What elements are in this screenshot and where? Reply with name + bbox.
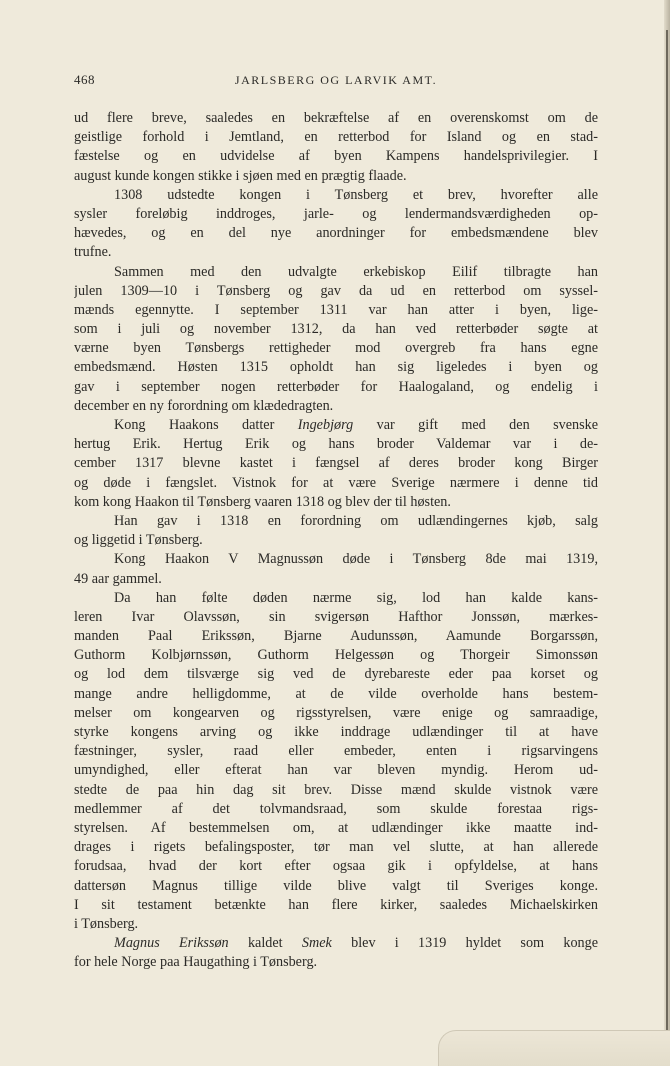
text-line: julen 1309—10 i Tønsberg og gav da ud en retterbod om syssel-: [74, 282, 598, 299]
text-line: gav i september nogen retterbøder for Haalogaland, og endelig i: [74, 378, 598, 395]
italic-name: Smek: [301, 935, 332, 952]
text-line: I sit testament betænkte han flere kirker, saaledes Michaelskirken: [74, 896, 598, 913]
italic-name: Magnus Erikssøn: [114, 935, 229, 952]
text-line: 1308 udstedte kongen i Tønsberg et brev, hvorefter alle: [114, 186, 598, 203]
text-line: Guthorm Kolbjørnssøn, Guthorm Helgessøn og Thorgeir Simonssøn: [74, 647, 598, 664]
text-line: værne byen Tønsbergs rettigheder mod overgreb fra hans egne: [74, 340, 598, 357]
body-text: [74, 109, 598, 972]
text-line: Sammen med den udvalgte erkebiskop Eilif tilbragte han: [114, 263, 598, 280]
text-line: Han gav i 1318 en forordning om udlændingernes kjøb, salg: [114, 512, 598, 529]
text-line: fæstninger, sysler, raad eller embeder, enten i rigsarvingens: [74, 743, 598, 760]
text-line: mange andre helligdomme, at de vilde overholde hans bestem-: [74, 685, 598, 702]
italic-name: Ingebjørg: [297, 417, 354, 433]
text-line: for hele Norge paa Haugathing i Tønsberg.: [74, 954, 318, 971]
text-line: Magnus Erikssøn kaldet Smek blev i 1319 hyldet som konge: [114, 935, 598, 952]
page-number: 468: [74, 72, 95, 87]
text-line: styrke kongens arving og ikke inddrage udlændinger til at have: [74, 724, 598, 740]
text-line: trufne.: [74, 244, 112, 261]
text-line: ud flere breve, saaledes en bekræftelse af en overenskomst om de: [74, 110, 598, 126]
text-line: august kunde kongen stikke i sjøen med en prægtig flaade.: [74, 167, 407, 184]
text-line: 49 aar gammel.: [74, 570, 162, 587]
text-line: og liggetid i Tønsberg.: [74, 532, 203, 549]
text-line: hævedes, og en del nye anordninger for embedsmændene blev: [74, 225, 598, 242]
text-line: umyndighed, eller efterat han var bleven myndig. Herom ud-: [74, 762, 598, 779]
text-line: som i juli og november 1312, da han ved retterbøder søgte at: [74, 321, 598, 338]
text-line: leren Ivar Olavssøn, sin svigersøn Hafthor Jonssøn, mærkes-: [74, 608, 598, 625]
text-line: styrelsen. Af bestemmelsen om, at udlændinger ikke maatte ind-: [74, 819, 598, 836]
text-line: Da han følte døden nærme sig, lod han kalde kans-: [114, 589, 598, 606]
text-line: stedte de paa hin dag sit brev. Disse mænd skulde vistnok være: [74, 781, 598, 798]
running-title: JARLSBERG OG LARVIK AMT.: [234, 73, 438, 87]
text-line: cember 1317 blevne kastet i fængsel af deres broder kong Birger: [74, 455, 598, 472]
text-line: hertug Erik. Hertug Erik og hans broder Valdemar var i de-: [74, 436, 598, 453]
text-line: fæstelse og en udvidelse af byen Kampens handelsprivilegier. I: [74, 148, 598, 165]
text-line: Kong Haakons datter Ingebjørg var gift med den svenske: [114, 417, 598, 433]
text-line: melser om kongearven og rigsstyrelsen, være enige og samraadige,: [74, 704, 598, 721]
text-line: i Tønsberg.: [74, 915, 139, 932]
page-header: [74, 72, 598, 92]
text-line: medlemmer af det tolvmandsraad, som skulde forestaa rigs-: [74, 800, 598, 817]
text-line: forudsaa, hvad der kort efter ogsaa gik i opfyldelse, at hans: [74, 858, 598, 875]
text-line: Kong Haakon V Magnussøn døde i Tønsberg 8de mai 1319,: [114, 551, 598, 568]
text-line: geistlige forhold i Jemtland, en retterbod for Island og en stad-: [74, 129, 598, 146]
text-line: kom kong Haakon til Tønsberg vaaren 1318 og blev der til høsten.: [74, 493, 451, 510]
text-line: og døde i fængslet. Vistnok for at være Sverige nærmere i denne tid: [74, 474, 598, 491]
page-edge-shadow: [666, 30, 668, 1030]
text-line: december en ny forordning om klædedragten.: [74, 397, 334, 414]
text-line: drages i rigets befalingsposter, tør man vel slutte, at han allerede: [74, 839, 598, 856]
text-line: mænds egennytte. I september 1311 var han atter i byen, lige-: [74, 301, 598, 318]
text-line: og lod dem tilsværge sig ved de dyrebareste eder paa korset og: [74, 666, 598, 683]
text-line: sysler foreløbig inddroges, jarle- og lendermandsværdigheden op-: [74, 205, 598, 222]
text-line: dattersøn Magnus tillige vilde blive valgt til Sveriges konge.: [74, 877, 598, 894]
text-line: embedsmænd. Høsten 1315 opholdt han sig ligeledes i byen og: [74, 359, 598, 376]
page-fold: [438, 1030, 670, 1066]
text-line: manden Paal Erikssøn, Bjarne Audunssøn, Aamunde Borgarssøn,: [74, 628, 598, 645]
